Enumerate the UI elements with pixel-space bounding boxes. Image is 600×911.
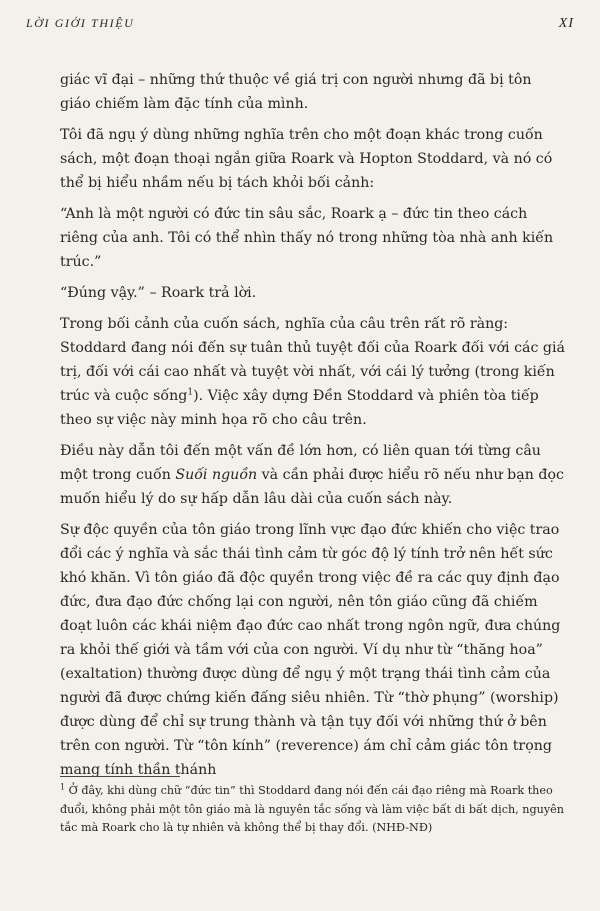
dialogue-quote: “Anh là một người có đức tin sâu sắc, Roark ạ – đức tin theo cách riêng của anh. Tôi có thể nhìn thấy nó trong những tòa nhà anh kiến trúc.” xyxy=(60,206,554,270)
paragraph-6 xyxy=(60,439,566,511)
footnote-text: Ở đây, khi dùng chữ “đức tin” thì Stoddard đang nói đến cái đạo riêng mà Roark theo đuổi, không phải một tôn giáo mà là nguyên tắc sống và làm việc bất di bất dịch, nguyên tắc mà Roark cho là tự nhiên và không thể bị thay đổi. (NHĐ-NĐ) xyxy=(60,784,564,834)
paragraph-6-text-a: Điều này dẫn tôi đến một vấn đề lớn hơn, có liên quan tới từng câu một trong cuốn xyxy=(60,443,541,483)
footnote xyxy=(60,782,566,838)
running-title: LỜI GIỚI THIỆU xyxy=(26,16,135,30)
footnote-divider xyxy=(60,776,180,777)
footnote-marker: 1 xyxy=(60,782,66,792)
book-title-emphasis: Suối nguồn xyxy=(175,467,258,483)
paragraph-1: giác vĩ đại – những thứ thuộc về giá trị con người nhưng đã bị tôn giáo chiếm làm đặc tính của mình. xyxy=(60,72,532,112)
page-header xyxy=(26,16,574,32)
dialogue-reply: “Đúng vậy.” – Roark trả lời. xyxy=(60,285,257,301)
paragraph-7: Sự độc quyền của tôn giáo trong lĩnh vực đạo đức khiến cho việc trao đổi các ý nghĩa và sắc thái tình cảm từ góc độ lý tính trở nên hết sức khó khăn. Vì tôn giáo đã độc quyền trong việc đề ra các quy định đạo đức, đưa đạo đức chống lại con người, nên tôn giáo cũng đã chiếm đoạt luôn các khái niệm đạo đức cao nhất trong ngôn ngữ, đưa chúng ra khỏi thế giới và tầm với của con người. Ví dụ như từ “thăng hoa” (exaltation) thường được dùng để ngụ ý một trạng thái tình cảm của người đã được chứng kiến đấng siêu nhiên. Từ “thờ phụng” (worship) được dùng để chỉ sự trung thành và tận tụy đối với những thứ ở bên trên con người. Từ “tôn kính” (reverence) ám chỉ cảm giác tôn trọng mang tính thần thánh xyxy=(60,522,561,778)
paragraph-2: Tôi đã ngụ ý dùng những nghĩa trên cho một đoạn khác trong cuốn sách, một đoạn thoại ngắn giữa Roark và Hopton Stoddard, và nó có thể bị hiểu nhầm nếu bị tách khỏi bối cảnh: xyxy=(60,127,553,191)
body-text xyxy=(60,68,566,792)
paragraph-5-text-a: Trong bối cảnh của cuốn sách, nghĩa của câu trên rất rõ ràng: Stoddard đang nói đến sự tuân thủ tuyệt đối của Roark đối với các giá trị, đối với cái cao nhất và tuyệt vời nhất, với cái lý tưởng (trong kiến trúc và cuộc sống xyxy=(60,316,566,404)
footnote-reference[interactable]: 1 xyxy=(187,387,194,398)
paragraph-6-text-b: và cần phải được hiểu rõ nếu như bạn đọc muốn hiểu lý do sự hấp dẫn lâu dài của cuốn sách này. xyxy=(60,467,564,507)
paragraph-5 xyxy=(60,312,566,432)
page-number: XI xyxy=(558,16,574,31)
paragraph-5-text-b: ). Việc xây dựng Đền Stoddard và phiên tòa tiếp theo sự việc này minh họa rõ cho câu trên. xyxy=(60,388,539,428)
